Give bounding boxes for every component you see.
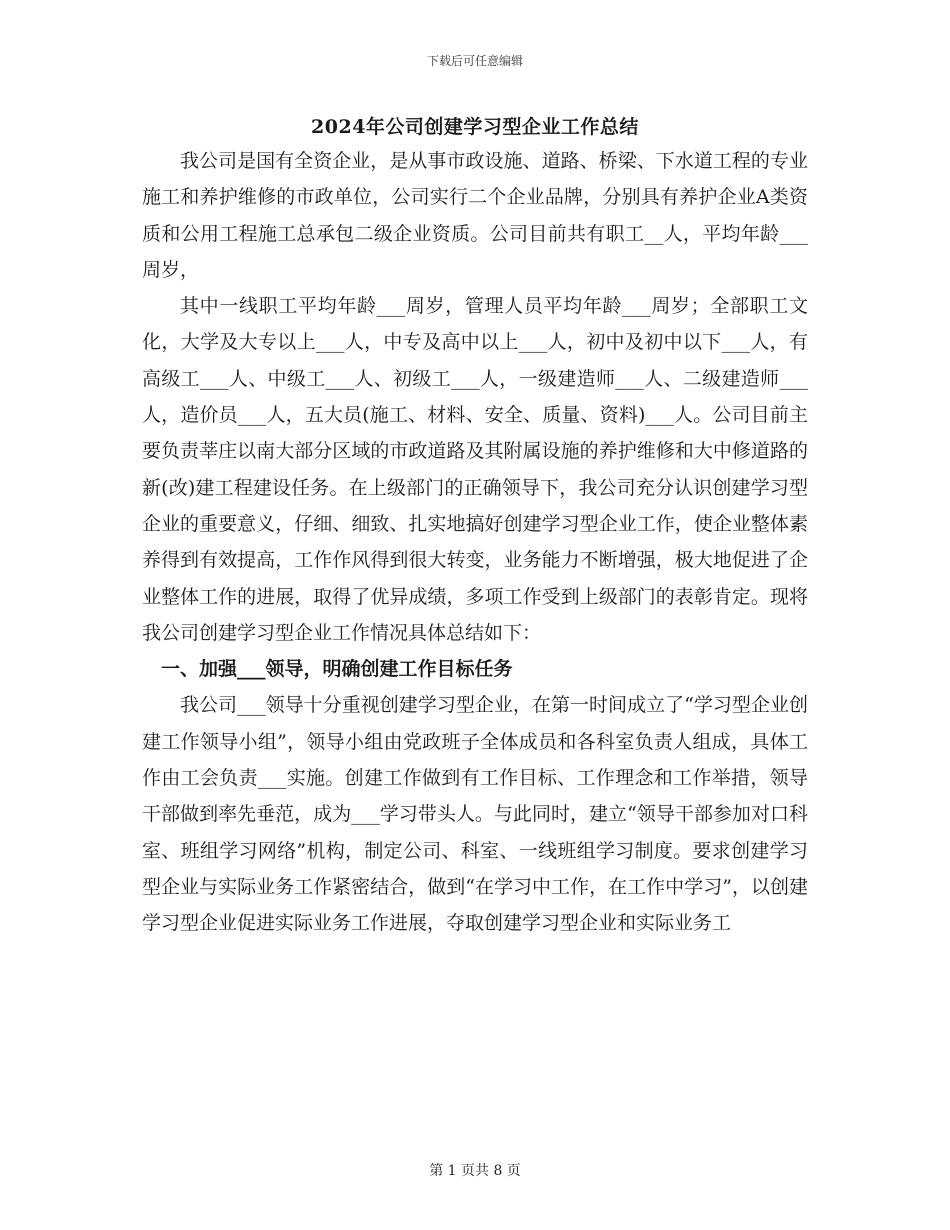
- page-footer: 第 1 页共 8 页: [429, 1163, 521, 1179]
- paragraph-intro: 我公司是国有全资企业，是从事市政设施、道路、桥梁、下水道工程的专业施工和养护维修的市政单位，公司实行二个企业品牌，分别具有养护企业A类资质和公用工程施工总承包二级企业资质。公司目前共有职工__人，平均年龄___周岁，: [142, 150, 808, 281]
- header-note: 下载后可任意编辑: [426, 54, 523, 68]
- paragraph-leadership: 我公司___领导十分重视创建学习型企业，在第一时间成立了“学习型企业创建工作领导小组”，领导小组由党政班子全体成员和各科室负责人组成，具体工作由工会负责___实施。创建工作做到有工作目标、工作理念和工作举措，领导干部做到率先垂范，成为___学习带头人。与此同时，建立“领导干部参加对口科室、班组学习网络”机构，制定公司、科室、一线班组学习制度。要求创建学习型企业与实际业务工作紧密结合，做到“在学习中工作，在工作中学习”，以创建学习型企业促进实际业务工作进展，夺取创建学习型企业和实际业务工: [142, 694, 808, 935]
- document-body: [142, 143, 808, 942]
- document-title: 2024年公司创建学习型企业工作总结: [311, 116, 639, 138]
- paragraph-staff-details: 其中一线职工平均年龄___周岁，管理人员平均年龄___周岁；全部职工文化，大学及大专以上___人，中专及高中以上___人，初中及初中以下___人，有高级工___人、中级工___人、初级工___人，一级建造师___人、二级建造师___人，造价员___人，五大员(施工、材料、安全、质量、资料)___人。公司目前主要负责莘庄以南大部分区域的市政道路及其附属设施的养护维修和大中修道路的新(改)建工程建设任务。在上级部门的正确领导下，我公司充分认识创建学习型企业的重要意义，仔细、细致、扎实地搞好创建学习型企业工作，使企业整体素养得到有效提高，工作作风得到很大转变，业务能力不断增强，极大地促进了企业整体工作的进展，取得了优异成绩，多项工作受到上级部门的表彰肯定。现将我公司创建学习型企业工作情况具体总结如下：: [142, 295, 808, 644]
- section-heading: 一、加强___领导，明确创建工作目标任务: [161, 658, 513, 681]
